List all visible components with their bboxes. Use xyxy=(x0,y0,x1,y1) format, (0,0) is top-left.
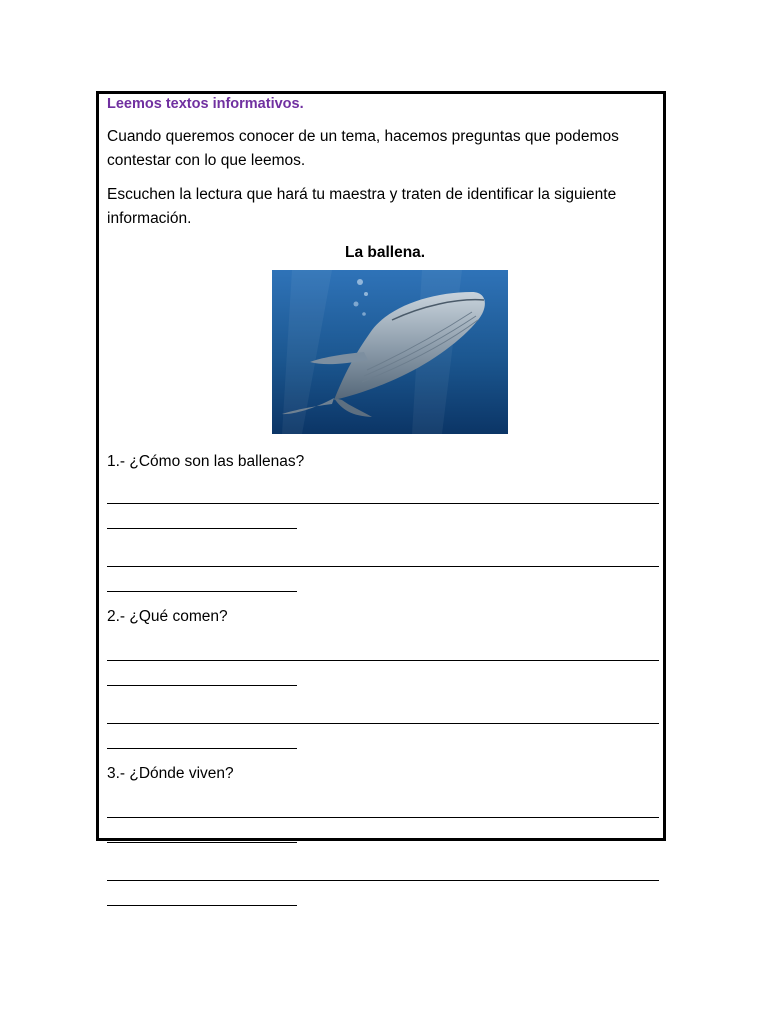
answer-line[interactable] xyxy=(107,723,659,724)
intro-text-line-1: Cuando queremos conocer de un tema, hacemos preguntas que podemos xyxy=(107,128,619,145)
answer-line[interactable] xyxy=(107,528,297,529)
answer-line[interactable] xyxy=(107,842,297,843)
instruction-text-line-2: información. xyxy=(107,210,192,227)
answer-line[interactable] xyxy=(107,880,659,881)
intro-text-line-2: contestar con lo que leemos. xyxy=(107,152,306,169)
worksheet-heading: Leemos textos informativos. xyxy=(107,96,304,112)
question-3: 3.- ¿Dónde viven? xyxy=(107,765,234,782)
answer-line[interactable] xyxy=(107,660,659,661)
answer-line[interactable] xyxy=(107,591,297,592)
answer-line[interactable] xyxy=(107,905,297,906)
answer-line[interactable] xyxy=(107,685,297,686)
reading-title: La ballena. xyxy=(345,244,426,261)
answer-line[interactable] xyxy=(107,748,297,749)
question-1: 1.- ¿Cómo son las ballenas? xyxy=(107,453,305,470)
answer-line[interactable] xyxy=(107,566,659,567)
answer-line[interactable] xyxy=(107,503,659,504)
answer-line[interactable] xyxy=(107,817,659,818)
instruction-text-line-1: Escuchen la lectura que hará tu maestra y traten de identificar la siguiente xyxy=(107,186,617,203)
whale-photo xyxy=(272,270,508,434)
question-2: 2.- ¿Qué comen? xyxy=(107,608,228,625)
